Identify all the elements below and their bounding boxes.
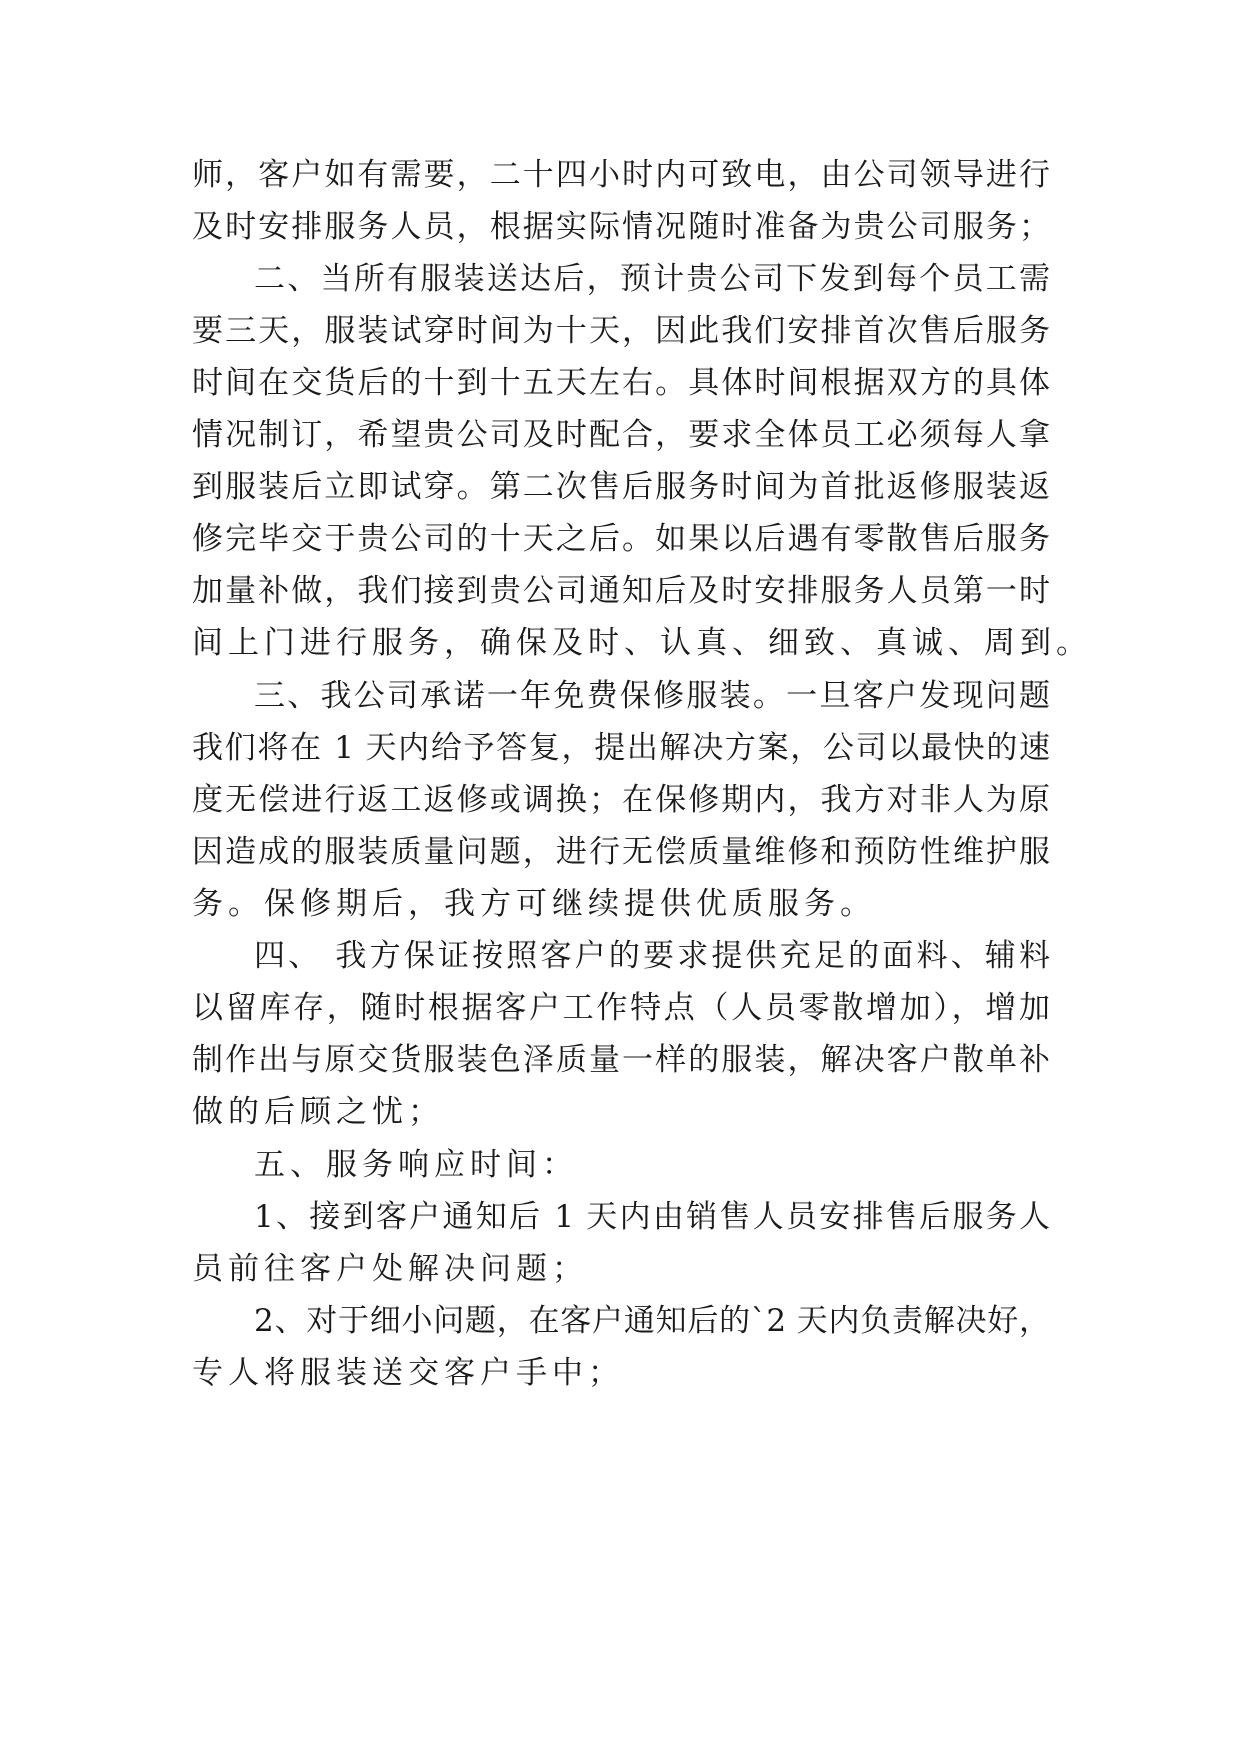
text-line: 要三天，服装试穿时间为十天，因此我们安排首次售后服务 [192, 313, 1050, 349]
text-line: 因造成的服装质量问题，进行无偿质量维修和预防性维护服 [192, 834, 1050, 870]
text-line: 务。保修期后，我方可继续提供优质服务。 [192, 886, 876, 922]
text-line: 五、服务响应时间： [254, 1147, 578, 1183]
text-line: 二、当所有服装送达后，预计贵公司下发到每个员工需 [254, 261, 1050, 297]
text-line: 员前往客户处解决问题； [192, 1251, 588, 1287]
text-line: 以留库存，随时根据客户工作特点（人员零散增加），增加 [192, 990, 1050, 1026]
text-line: 做的后顾之忧； [192, 1094, 444, 1130]
text-line: 及时安排服务人员，根据实际情况随时准备为贵公司服务； [192, 209, 1050, 245]
text-line: 情况制订，希望贵公司及时配合，要求全体员工必须每人拿 [192, 417, 1050, 453]
text-line: 我们将在 1 天内给予答复，提出解决方案，公司以最快的速 [192, 730, 1050, 766]
text-line: 时间在交货后的十到十五天左右。具体时间根据双方的具体 [192, 365, 1050, 401]
text-line: 修完毕交于贵公司的十天之后。如果以后遇有零散售后服务 [192, 521, 1050, 557]
text-line: 2、对于细小问题，在客户通知后的`2 天内负责解决好， [254, 1303, 1050, 1339]
text-line: 四、 我方保证按照客户的要求提供充足的面料、辅料 [254, 938, 1050, 974]
text-line: 1、接到客户通知后 1 天内由销售人员安排售后服务人 [254, 1199, 1050, 1235]
text-line: 间上门进行服务，确保及时、认真、细致、真诚、周到。 [192, 625, 1092, 661]
text-line: 制作出与原交货服装色泽质量一样的服装，解决客户散单补 [192, 1042, 1050, 1078]
text-line: 度无偿进行返工返修或调换；在保修期内，我方对非人为原 [192, 782, 1050, 818]
text-line: 专人将服装送交客户手中； [192, 1355, 624, 1391]
text-line: 师，客户如有需要，二十四小时内可致电，由公司领导进行 [192, 157, 1050, 193]
text-line: 到服装后立即试穿。第二次售后服务时间为首批返修服装返 [192, 469, 1050, 505]
text-line: 三、我公司承诺一年免费保修服装。一旦客户发现问题 [254, 678, 1050, 714]
text-line: 加量补做，我们接到贵公司通知后及时安排服务人员第一时 [192, 573, 1050, 609]
